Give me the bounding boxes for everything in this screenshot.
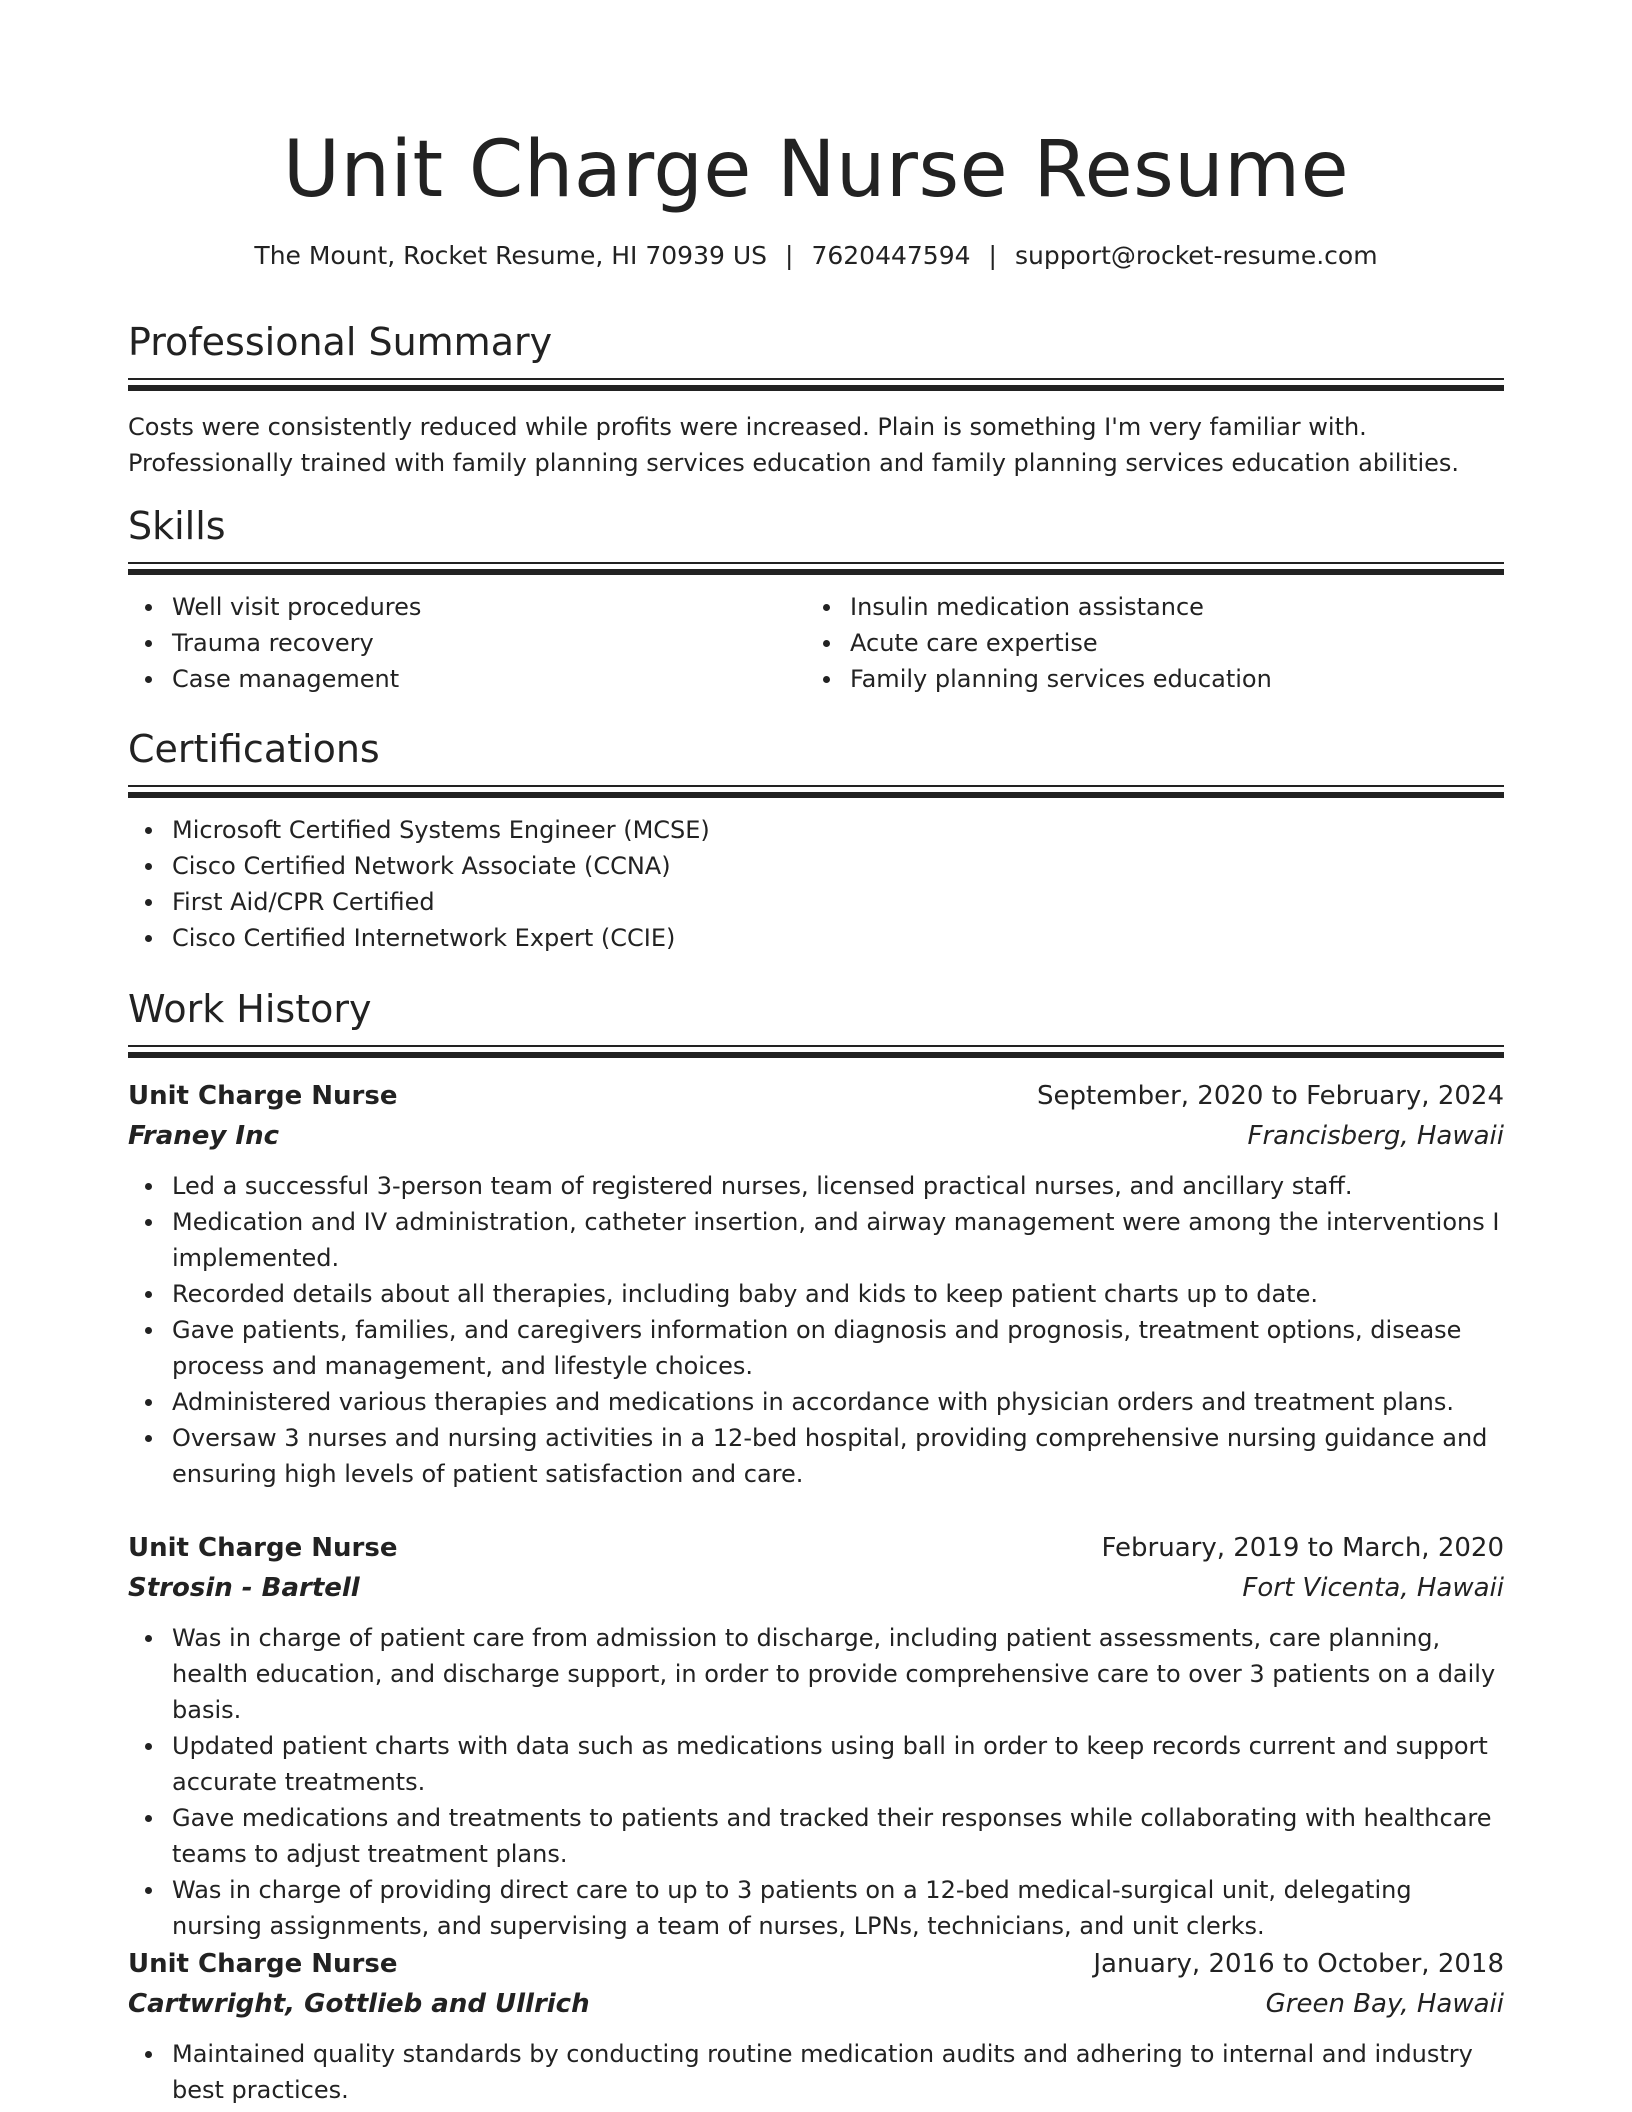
job-entry xyxy=(128,1528,1504,1944)
job-company: Cartwright, Gottlieb and Ullrich xyxy=(128,1989,590,2019)
job-location: Fort Vicenta, Hawaii xyxy=(1242,1573,1504,1603)
skills-column-left xyxy=(128,589,806,697)
job-location: Francisberg, Hawaii xyxy=(1247,1121,1504,1151)
certification-item: Cisco Certified Network Associate (CCNA) xyxy=(172,848,1504,884)
section-divider xyxy=(128,1045,1504,1058)
certification-item: Microsoft Certified Systems Engineer (MCSE) xyxy=(172,812,1504,848)
contact-email: support@rocket-resume.com xyxy=(1014,241,1378,270)
job-bullet: Maintained quality standards by conducting routine medication audits and adhering to internal and industry best practices. xyxy=(172,2036,1504,2108)
job-bullet: Gave medications and treatments to patients and tracked their responses while collaborating with healthcare teams to adjust treatment plans. xyxy=(172,1800,1504,1872)
job-dates: February, 2019 to March, 2020 xyxy=(1101,1533,1504,1563)
section-heading-work-history: Work History xyxy=(128,987,372,1031)
skill-item: Insulin medication assistance xyxy=(850,589,1484,625)
job-bullet: Led a successful 3-person team of registered nurses, licensed practical nurses, and ancillary staff. xyxy=(172,1168,1504,1204)
certification-item: First Aid/CPR Certified xyxy=(172,884,1504,920)
job-title: Unit Charge Nurse xyxy=(128,1533,398,1563)
job-entry xyxy=(128,1076,1504,1492)
job-company: Strosin - Bartell xyxy=(128,1573,360,1603)
skill-item: Trauma recovery xyxy=(172,625,806,661)
job-title: Unit Charge Nurse xyxy=(128,1949,398,1979)
job-bullet: Recorded details about all therapies, including baby and kids to keep patient charts up to date. xyxy=(172,1276,1504,1312)
job-title: Unit Charge Nurse xyxy=(128,1081,398,1111)
contact-phone: 7620447594 xyxy=(811,241,971,270)
resume-title: Unit Charge Nurse Resume xyxy=(282,125,1350,215)
skill-item: Well visit procedures xyxy=(172,589,806,625)
section-skills xyxy=(128,502,1504,697)
job-bullet: Was in charge of patient care from admission to discharge, including patient assessments, care planning, health education, and discharge support, in order to provide comprehensive care to over 3 patients on a daily basis. xyxy=(172,1620,1504,1728)
job-dates: January, 2016 to October, 2018 xyxy=(1093,1949,1504,1979)
certification-item: Cisco Certified Internetwork Expert (CCIE) xyxy=(172,920,1504,956)
job-entry xyxy=(128,1944,1504,2108)
section-certifications xyxy=(128,725,1504,956)
contact-separator: | xyxy=(988,241,997,270)
section-heading-summary: Professional Summary xyxy=(128,320,553,364)
job-bullet: Administered various therapies and medications in accordance with physician orders and treatment plans. xyxy=(172,1384,1504,1420)
skill-item: Family planning services education xyxy=(850,661,1484,697)
skills-column-right xyxy=(806,589,1484,697)
section-divider xyxy=(128,562,1504,575)
contact-address: The Mount, Rocket Resume, HI 70939 US xyxy=(254,241,768,270)
skills-grid xyxy=(128,589,1504,697)
contact-separator: | xyxy=(785,241,794,270)
job-dates: September, 2020 to February, 2024 xyxy=(1037,1081,1504,1111)
section-heading-certifications: Certifications xyxy=(128,727,380,771)
skill-item: Case management xyxy=(172,661,806,697)
summary-text: Costs were consistently reduced while profits were increased. Plain is something I'm very familiar with. Professionally trained with family planning services education and family planning services education abilities. xyxy=(128,413,1460,477)
job-bullet: Oversaw 3 nurses and nursing activities in a 12-bed hospital, providing comprehensive nursing guidance and ensuring high levels of patient satisfaction and care. xyxy=(172,1420,1504,1492)
job-bullet: Medication and IV administration, catheter insertion, and airway management were among the interventions I implemented. xyxy=(172,1204,1504,1276)
skill-item: Acute care expertise xyxy=(850,625,1484,661)
section-divider xyxy=(128,785,1504,798)
job-location: Green Bay, Hawaii xyxy=(1265,1989,1504,2019)
job-company: Franey Inc xyxy=(128,1121,280,1151)
section-work-history xyxy=(128,985,1504,1058)
job-bullet: Updated patient charts with data such as medications using ball in order to keep records current and support accurate treatments. xyxy=(172,1728,1504,1800)
section-summary xyxy=(128,318,1504,481)
contact-line xyxy=(128,238,1504,274)
section-divider xyxy=(128,378,1504,391)
section-heading-skills: Skills xyxy=(128,504,226,548)
job-bullet: Was in charge of providing direct care to up to 3 patients on a 12-bed medical-surgical unit, delegating nursing assignments, and supervising a team of nurses, LPNs, technicians, and unit clerks. xyxy=(172,1872,1504,1944)
job-bullet: Gave patients, families, and caregivers information on diagnosis and prognosis, treatment options, disease process and management, and lifestyle choices. xyxy=(172,1312,1504,1384)
